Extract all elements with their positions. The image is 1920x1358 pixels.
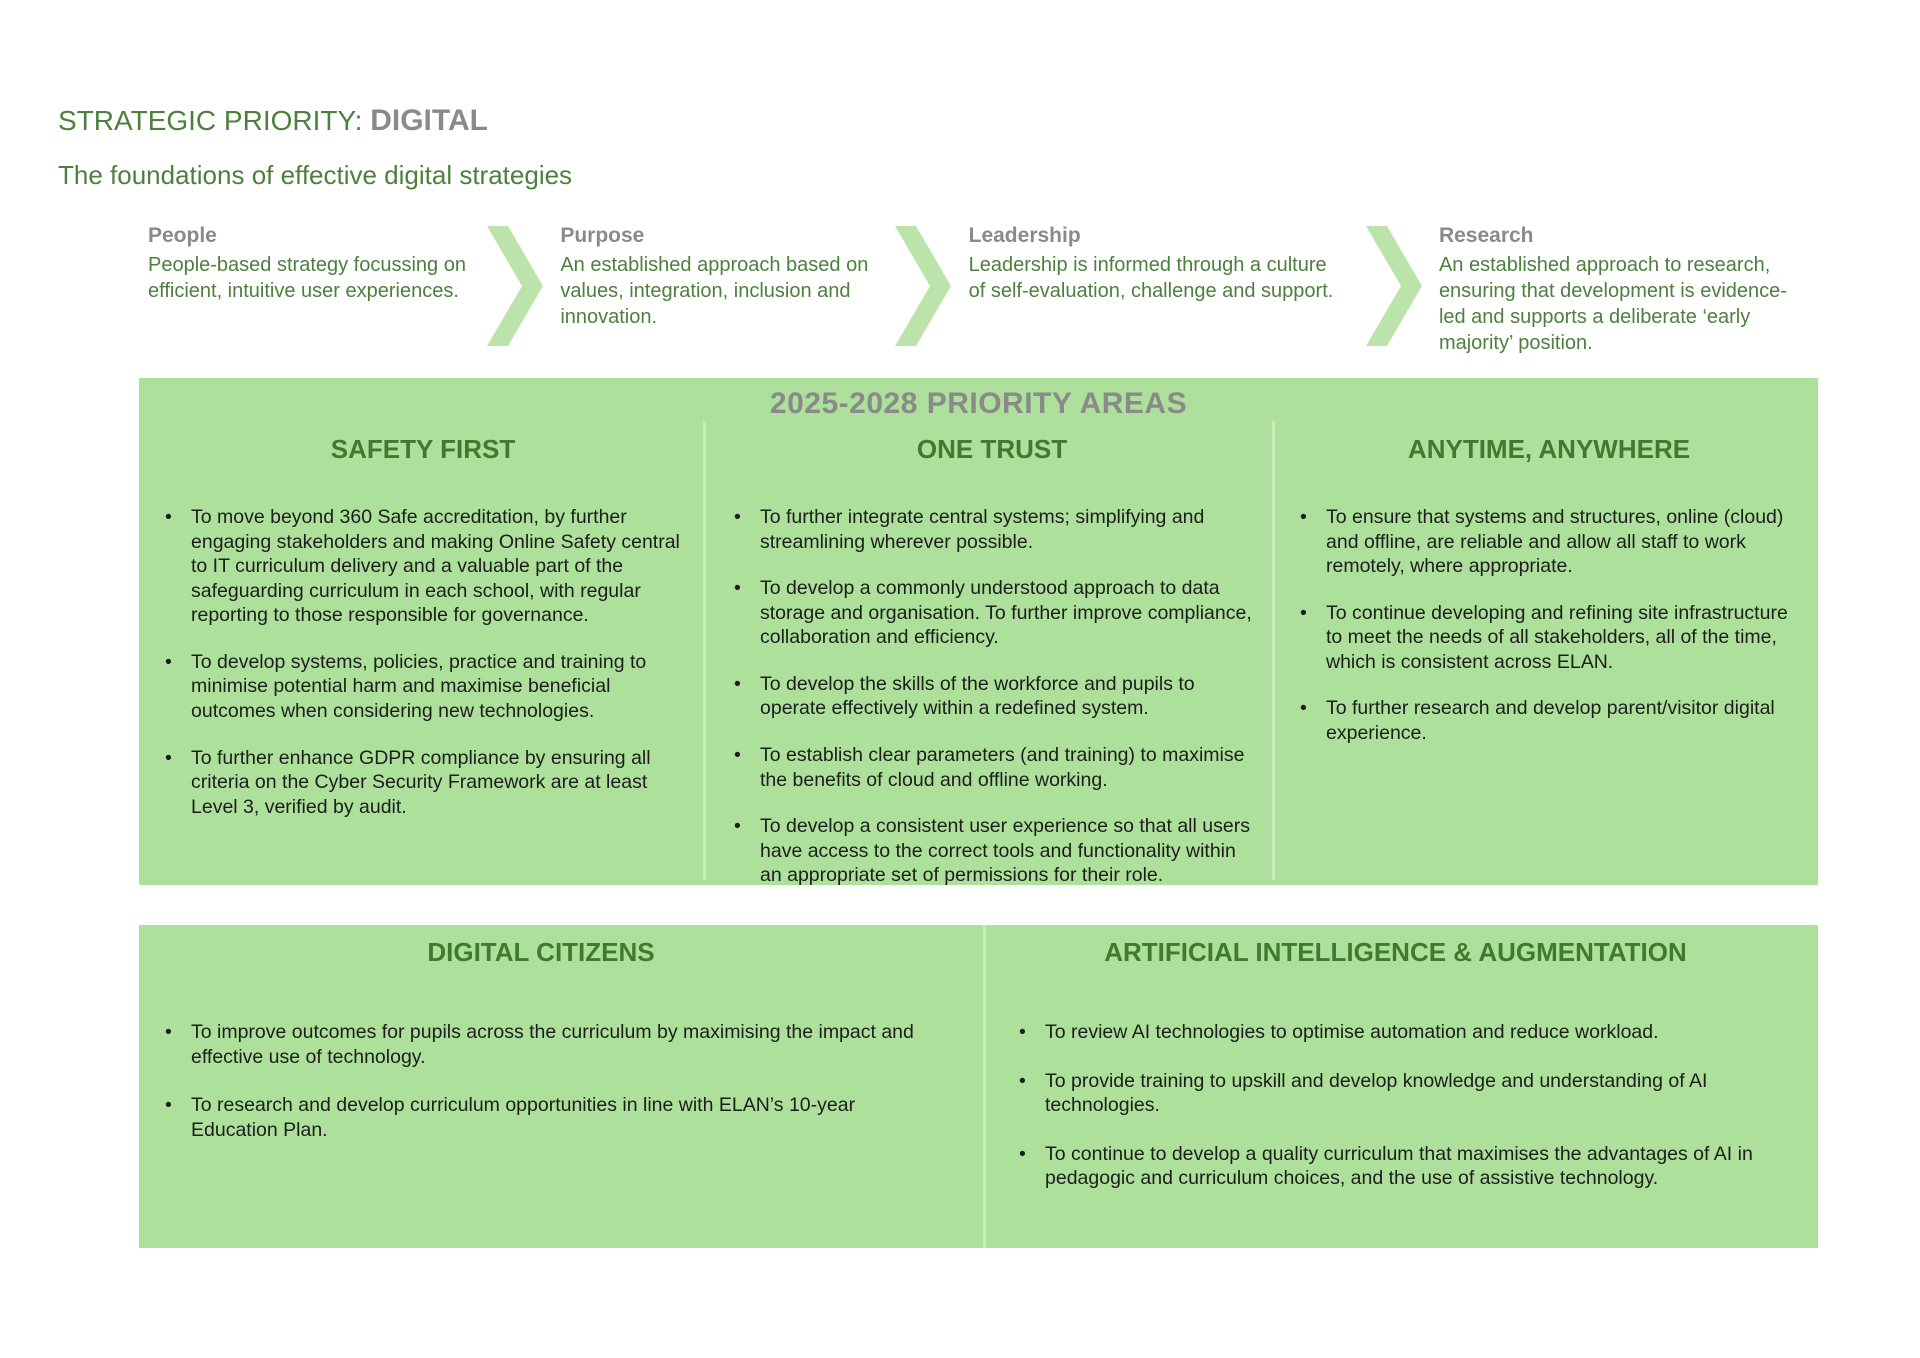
priority-areas-columns	[139, 421, 1818, 887]
page-title	[58, 104, 488, 138]
bullet-item: • To develop a commonly understood approach to data storage and organisation. To further improve compliance, collaboration and efficiency.	[728, 576, 1256, 650]
secondary-column-ai-augmentation	[983, 925, 1818, 1248]
secondary-areas-box	[139, 925, 1818, 1248]
bullet-list-digital-citizens	[159, 1020, 923, 1142]
bullet-item: • To move beyond 360 Safe accreditation, by further engaging stakeholders and making Online Safety central to IT curriculum delivery and a valuable part of the safeguarding curriculum in each school, with regular reporting to those responsible for governance.	[159, 505, 687, 628]
priority-areas-title: 2025-2028 PRIORITY AREAS	[769, 387, 1188, 420]
secondary-column-digital-citizens	[139, 925, 983, 1248]
foundation-text: An established approach to research, ensuring that development is evidence-led and supports a deliberate ‘early majority’ position.	[1438, 254, 1787, 354]
bullet-list-anytime-anywhere	[1294, 505, 1804, 746]
priority-column-anytime-anywhere	[1272, 421, 1818, 880]
bullet-list-one-trust	[728, 505, 1256, 888]
priority-column-one-trust	[703, 421, 1272, 887]
chevron-right-icon	[487, 226, 543, 346]
foundation-text: Leadership is informed through a culture of self-evaluation, challenge and support.	[968, 254, 1334, 302]
bullet-item: • To develop systems, policies, practice and training to minimise potential harm and maximise beneficial outcomes when considering new technologies.	[159, 650, 687, 724]
bullet-list-ai-augmentation	[1013, 1020, 1778, 1191]
column-heading-anytime-anywhere: ANYTIME, ANYWHERE	[1407, 434, 1691, 464]
bullet-item: • To provide training to upskill and develop knowledge and understanding of AI technologies.	[1013, 1069, 1778, 1118]
page-title-emphasis: DIGITAL	[370, 104, 488, 137]
chevron-right-icon	[1366, 226, 1422, 346]
priority-column-safety-first	[139, 421, 703, 880]
foundation-text: People-based strategy focussing on efficient, intuitive user experiences.	[148, 254, 466, 302]
foundation-heading: Purpose	[560, 224, 645, 247]
bullet-item: • To develop a consistent user experience so that all users have access to the correct tools and functionality within an appropriate set of permissions for their role.	[728, 814, 1256, 888]
foundation-column-people	[148, 224, 470, 304]
bullet-item: • To research and develop curriculum opportunities in line with ELAN’s 10-year Education Plan.	[159, 1093, 923, 1142]
bullet-item: • To further enhance GDPR compliance by ensuring all criteria on the Cyber Security Framework are at least Level 3, verified by audit.	[159, 746, 687, 820]
foundation-column-research	[1439, 224, 1795, 356]
bullet-item: • To ensure that systems and structures, online (cloud) and offline, are reliable and allow all staff to work remotely, where appropriate.	[1294, 505, 1804, 579]
chevron-right-icon	[895, 226, 951, 346]
bullet-item: • To establish clear parameters (and training) to maximise the benefits of cloud and offline working.	[728, 743, 1256, 792]
foundation-heading: People	[148, 224, 217, 247]
foundation-column-leadership	[969, 224, 1349, 304]
foundation-heading: Research	[1438, 224, 1534, 247]
foundations-row	[148, 224, 1795, 356]
bullet-item: • To develop the skills of the workforce and pupils to operate effectively within a redefined system.	[728, 672, 1256, 721]
column-heading-digital-citizens: DIGITAL CITIZENS	[427, 937, 655, 967]
column-heading-one-trust: ONE TRUST	[916, 434, 1068, 464]
bullet-item: • To improve outcomes for pupils across the curriculum by maximising the impact and effective use of technology.	[159, 1020, 923, 1069]
bullet-item: • To review AI technologies to optimise automation and reduce workload.	[1013, 1020, 1778, 1045]
page-subtitle: The foundations of effective digital strategies	[58, 160, 573, 190]
bullet-item: • To further integrate central systems; simplifying and streamlining wherever possible.	[728, 505, 1256, 554]
column-heading-ai-augmentation: ARTIFICIAL INTELLIGENCE & AUGMENTATION	[1104, 937, 1687, 967]
foundation-column-purpose	[560, 224, 878, 330]
priority-areas-box	[139, 378, 1818, 885]
bullet-item: • To continue to develop a quality curriculum that maximises the advantages of AI in pedagogic and curriculum choices, and the use of assistive technology.	[1013, 1142, 1778, 1191]
bullet-list-safety-first	[159, 505, 687, 819]
secondary-areas-columns	[139, 925, 1818, 1248]
column-heading-safety-first: SAFETY FIRST	[330, 434, 516, 464]
page-title-prefix: STRATEGIC PRIORITY:	[58, 105, 371, 136]
bullet-item: • To further research and develop parent/visitor digital experience.	[1294, 696, 1804, 745]
foundation-text: An established approach based on values, integration, inclusion and innovation.	[560, 254, 869, 328]
bullet-item: • To continue developing and refining site infrastructure to meet the needs of all stakeholders, all of the time, which is consistent across ELAN.	[1294, 601, 1804, 675]
foundation-heading: Leadership	[968, 224, 1081, 247]
